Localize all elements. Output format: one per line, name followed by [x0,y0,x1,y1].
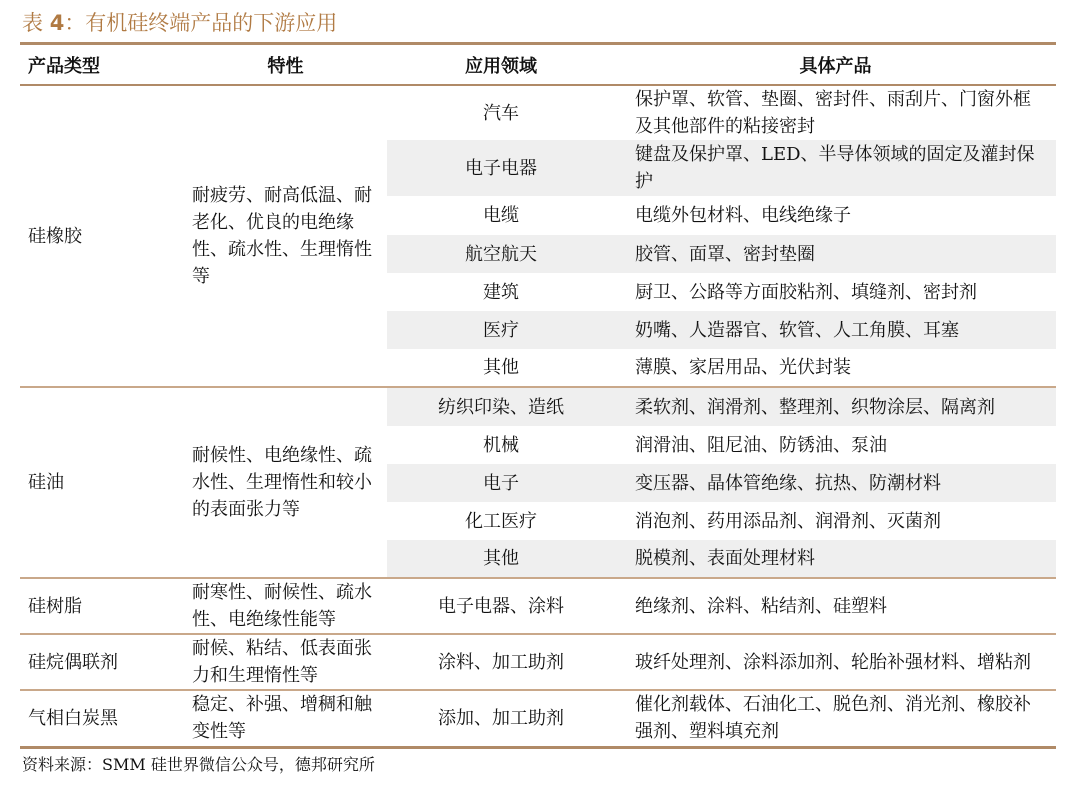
product-cell: 胶管、面罩、密封垫圈 [615,235,1056,273]
product-cell: 润滑油、阻尼油、防锈油、泵油 [615,426,1056,464]
title-number: 4 [49,11,65,35]
field-cell: 涂料、加工助剂 [387,634,615,690]
product-type-cell: 气相白炭黑 [20,690,184,747]
product-cell: 键盘及保护罩、LED、半导体领域的固定及灌封保护 [615,140,1056,196]
property-cell: 耐候、粘结、低表面张力和生理惰性等 [184,634,387,690]
field-cell: 电子电器 [387,140,615,196]
property-cell: 耐寒性、耐候性、疏水性、电绝缘性能等 [184,578,387,634]
product-cell: 保护罩、软管、垫圈、密封件、雨刮片、门窗外框及其他部件的粘接密封 [615,85,1056,140]
product-cell: 奶嘴、人造器官、软管、人工角膜、耳塞 [615,311,1056,349]
product-cell: 绝缘剂、涂料、粘结剂、硅塑料 [615,578,1056,634]
field-cell: 化工医疗 [387,502,615,540]
field-cell: 汽车 [387,85,615,140]
product-cell: 柔软剂、润滑剂、整理剂、织物涂层、隔离剂 [615,387,1056,426]
property-cell: 耐疲劳、耐高低温、耐老化、优良的电绝缘性、疏水性、生理惰性等 [184,85,387,387]
header-type: 产品类型 [20,44,184,86]
field-cell: 机械 [387,426,615,464]
field-cell: 其他 [387,349,615,387]
field-cell: 医疗 [387,311,615,349]
table-body [20,85,1056,747]
property-cell: 稳定、补强、增稠和触变性等 [184,690,387,747]
field-cell: 建筑 [387,273,615,311]
source-note: 资料来源：SMM 硅世界微信公众号，德邦研究所 [22,755,375,774]
field-cell: 添加、加工助剂 [387,690,615,747]
product-type-cell: 硅烷偶联剂 [20,634,184,690]
table-row [20,387,1056,426]
product-cell: 厨卫、公路等方面胶粘剂、填缝剂、密封剂 [615,273,1056,311]
product-cell: 玻纤处理剂、涂料添加剂、轮胎补强材料、增粘剂 [615,634,1056,690]
product-cell: 薄膜、家居用品、光伏封装 [615,349,1056,387]
field-cell: 电子 [387,464,615,502]
application-table [20,42,1056,749]
header-row [20,44,1056,86]
header-property: 特性 [184,44,387,86]
product-type-cell: 硅树脂 [20,578,184,634]
property-cell: 耐候性、电绝缘性、疏水性、生理惰性和较小的表面张力等 [184,387,387,578]
header-product: 具体产品 [615,44,1056,86]
title-prefix: 表 [22,11,50,35]
product-cell: 消泡剂、药用添品剂、润滑剂、灭菌剂 [615,502,1056,540]
product-type-cell: 硅油 [20,387,184,578]
table-title [22,6,337,40]
product-cell: 变压器、晶体管绝缘、抗热、防潮材料 [615,464,1056,502]
product-cell: 脱模剂、表面处理材料 [615,540,1056,578]
table-row [20,690,1056,747]
field-cell: 纺织印染、造纸 [387,387,615,426]
field-cell: 航空航天 [387,235,615,273]
table-row [20,85,1056,140]
title-text: ：有机硅终端产品的下游应用 [64,11,338,35]
product-cell: 电缆外包材料、电线绝缘子 [615,196,1056,235]
field-cell: 电缆 [387,196,615,235]
table-row [20,634,1056,690]
field-cell: 电子电器、涂料 [387,578,615,634]
product-type-cell: 硅橡胶 [20,85,184,387]
header-field: 应用领域 [387,44,615,86]
product-cell: 催化剂载体、石油化工、脱色剂、消光剂、橡胶补强剂、塑料填充剂 [615,690,1056,747]
field-cell: 其他 [387,540,615,578]
table-row [20,578,1056,634]
